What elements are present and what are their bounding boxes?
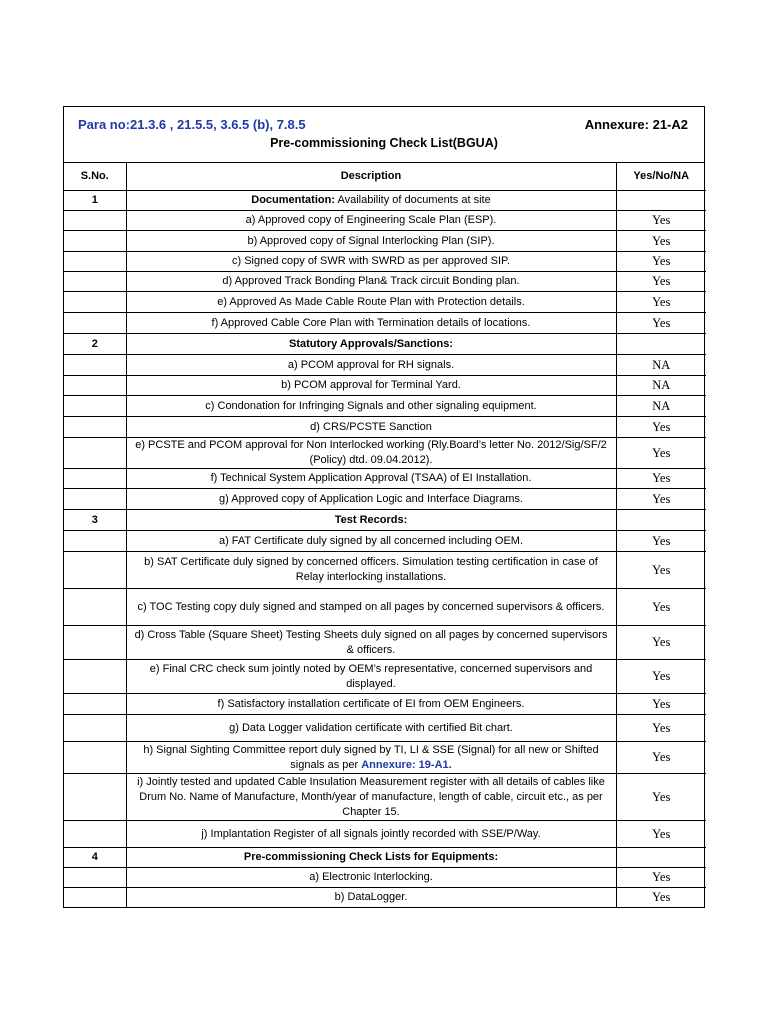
table-row bbox=[64, 469, 706, 489]
item-sno-cell bbox=[64, 438, 126, 469]
column-header-answer: Yes/No/NA bbox=[616, 163, 706, 191]
item-description-cell bbox=[126, 272, 616, 292]
item-description: b) PCOM approval for Terminal Yard. bbox=[281, 379, 461, 391]
item-description: c) TOC Testing copy duly signed and stamped on all pages by concerned supervisors & officers. bbox=[137, 600, 605, 613]
item-description-cell bbox=[126, 417, 616, 438]
table-row bbox=[64, 252, 706, 272]
table-row bbox=[64, 742, 706, 774]
item-description-cell bbox=[126, 252, 616, 272]
item-answer: Yes bbox=[616, 868, 706, 888]
item-description: b) Approved copy of Signal Interlocking Plan (SIP). bbox=[247, 234, 495, 247]
item-sno-cell bbox=[64, 694, 126, 715]
item-answer: NA bbox=[616, 376, 706, 396]
table-row bbox=[64, 438, 706, 469]
table-row bbox=[64, 888, 706, 907]
section-title: Pre-commissioning Check Lists for Equipments: bbox=[243, 851, 499, 863]
item-description-cell bbox=[126, 626, 616, 660]
item-sno-cell bbox=[64, 252, 126, 272]
item-sno-cell bbox=[64, 660, 126, 694]
table-row bbox=[64, 694, 706, 715]
item-answer: Yes bbox=[616, 469, 706, 489]
item-description: e) Approved As Made Cable Route Plan with Protection details. bbox=[217, 295, 525, 308]
item-sno-cell bbox=[64, 774, 126, 821]
table-row bbox=[64, 821, 706, 848]
item-description-cell bbox=[126, 774, 616, 821]
item-answer: Yes bbox=[616, 292, 706, 313]
section-answer-cell bbox=[616, 334, 706, 355]
item-description-cell bbox=[126, 715, 616, 742]
item-description-end: . bbox=[448, 758, 452, 771]
section-title: Statutory Approvals/Sanctions: bbox=[288, 337, 453, 350]
item-answer: Yes bbox=[616, 531, 706, 552]
item-sno-cell bbox=[64, 821, 126, 848]
checklist-table bbox=[64, 163, 706, 907]
annexure-link[interactable]: Annexure: 19-A1 bbox=[361, 758, 449, 771]
item-answer: Yes bbox=[616, 715, 706, 742]
table-row bbox=[64, 396, 706, 417]
table-header-row bbox=[64, 163, 706, 191]
item-sno-cell bbox=[64, 742, 126, 774]
item-description: f) Satisfactory installation certificate of EI from OEM Engineers. bbox=[217, 697, 525, 710]
table-row bbox=[64, 272, 706, 292]
item-answer: Yes bbox=[616, 589, 706, 626]
section-number: 3 bbox=[64, 510, 126, 531]
item-description: a) Approved copy of Engineering Scale Plan (ESP). bbox=[245, 214, 497, 226]
item-description-cell bbox=[126, 694, 616, 715]
section-answer-cell bbox=[616, 510, 706, 531]
item-description-cell bbox=[126, 292, 616, 313]
section-title: Documentation: bbox=[251, 194, 335, 206]
annexure-reference: Annexure: 21-A2 bbox=[584, 117, 688, 132]
table-row bbox=[64, 211, 706, 231]
item-description-cell bbox=[126, 888, 616, 907]
document-title: Pre-commissioning Check List(BGUA) bbox=[270, 136, 498, 150]
table-row bbox=[64, 376, 706, 396]
para-reference: Para no:21.3.6 , 21.5.5, 3.6.5 (b), 7.8.5 bbox=[78, 117, 306, 132]
item-answer: Yes bbox=[616, 552, 706, 589]
item-description-cell bbox=[126, 469, 616, 489]
item-answer: NA bbox=[616, 396, 706, 417]
item-description-cell bbox=[126, 552, 616, 589]
table-row bbox=[64, 715, 706, 742]
item-description-cell bbox=[126, 396, 616, 417]
item-sno-cell bbox=[64, 469, 126, 489]
item-description: j) Implantation Register of all signals jointly recorded with SSE/P/Way. bbox=[201, 827, 541, 840]
item-answer: NA bbox=[616, 355, 706, 376]
checklist-sheet bbox=[63, 106, 705, 908]
item-answer: Yes bbox=[616, 660, 706, 694]
item-answer: Yes bbox=[616, 231, 706, 252]
table-row bbox=[64, 589, 706, 626]
item-sno-cell bbox=[64, 715, 126, 742]
item-description-cell bbox=[126, 660, 616, 694]
section-title: Test Records: bbox=[334, 513, 408, 526]
item-sno-cell bbox=[64, 626, 126, 660]
item-description: e) PCSTE and PCOM approval for Non Interlocked working (Rly.Board’s letter No. 2012/Sig/SF/2 (Policy) dtd. 09.04.2012). bbox=[135, 439, 607, 466]
item-answer: Yes bbox=[616, 313, 706, 334]
item-description: b) SAT Certificate duly signed by concerned officers. Simulation testing certification in case of Relay interlocking installations. bbox=[144, 556, 598, 583]
item-answer: Yes bbox=[616, 438, 706, 469]
item-description: d) Cross Table (Square Sheet) Testing Sheets duly signed on all pages by concerned supervisors & officers. bbox=[134, 628, 608, 656]
section-number: 4 bbox=[64, 848, 126, 868]
section-title-rest: Availability of documents at site bbox=[335, 194, 491, 206]
item-description: a) Electronic Interlocking. bbox=[309, 871, 433, 883]
table-row bbox=[64, 489, 706, 510]
table-row bbox=[64, 313, 706, 334]
section-row bbox=[64, 510, 706, 531]
item-sno-cell bbox=[64, 531, 126, 552]
item-description-cell bbox=[126, 376, 616, 396]
item-description-cell bbox=[126, 231, 616, 252]
section-title-cell bbox=[126, 510, 616, 531]
item-description: g) Approved copy of Application Logic and Interface Diagrams. bbox=[219, 492, 523, 505]
table-row bbox=[64, 355, 706, 376]
section-title-cell bbox=[126, 848, 616, 868]
item-description: b) DataLogger. bbox=[334, 890, 408, 903]
table-row bbox=[64, 626, 706, 660]
item-description: c) Condonation for Infringing Signals and other signaling equipment. bbox=[205, 399, 537, 412]
item-sno-cell bbox=[64, 888, 126, 907]
item-sno-cell bbox=[64, 868, 126, 888]
item-answer: Yes bbox=[616, 888, 706, 907]
item-answer: Yes bbox=[616, 821, 706, 848]
table-row bbox=[64, 417, 706, 438]
item-sno-cell bbox=[64, 292, 126, 313]
section-title-cell bbox=[126, 191, 616, 211]
section-answer-cell bbox=[616, 848, 706, 868]
table-row bbox=[64, 552, 706, 589]
item-description-cell bbox=[126, 211, 616, 231]
item-description: g) Data Logger validation certificate with certified Bit chart. bbox=[229, 721, 513, 734]
item-answer: Yes bbox=[616, 489, 706, 510]
item-description: a) PCOM approval for RH signals. bbox=[287, 358, 455, 371]
section-row bbox=[64, 334, 706, 355]
table-row bbox=[64, 660, 706, 694]
item-sno-cell bbox=[64, 417, 126, 438]
item-description-cell bbox=[126, 531, 616, 552]
column-header-description: Description bbox=[126, 163, 616, 191]
item-answer: Yes bbox=[616, 417, 706, 438]
item-description-cell bbox=[126, 489, 616, 510]
section-row bbox=[64, 848, 706, 868]
item-description-cell bbox=[126, 355, 616, 376]
item-description: i) Jointly tested and updated Cable Insulation Measurement register with all details of cables like Drum No. Name of Manufacture, Month/year of manufacture, length of cable, circuit etc., as per Chapter 15. bbox=[137, 775, 605, 818]
table-row bbox=[64, 531, 706, 552]
item-sno-cell bbox=[64, 552, 126, 589]
item-sno-cell bbox=[64, 313, 126, 334]
item-answer: Yes bbox=[616, 694, 706, 715]
item-answer: Yes bbox=[616, 211, 706, 231]
item-description: a) FAT Certificate duly signed by all concerned including OEM. bbox=[218, 534, 524, 547]
table-row bbox=[64, 774, 706, 821]
item-sno-cell bbox=[64, 589, 126, 626]
item-answer: Yes bbox=[616, 252, 706, 272]
table-row bbox=[64, 868, 706, 888]
section-row bbox=[64, 191, 706, 211]
item-description: h) Signal Sighting Committee report duly signed by TI, LI & SSE (Signal) for all new or Shifted signals as per bbox=[143, 743, 599, 771]
item-description-cell bbox=[126, 589, 616, 626]
item-description-cell bbox=[126, 313, 616, 334]
item-sno-cell bbox=[64, 355, 126, 376]
item-description-cell bbox=[126, 868, 616, 888]
item-description: d) Approved Track Bonding Plan& Track circuit Bonding plan. bbox=[222, 275, 520, 287]
item-description-cell bbox=[126, 438, 616, 469]
item-sno-cell bbox=[64, 376, 126, 396]
section-number: 2 bbox=[64, 334, 126, 355]
item-description: f) Approved Cable Core Plan with Termination details of locations. bbox=[211, 316, 531, 329]
section-number: 1 bbox=[64, 191, 126, 211]
item-sno-cell bbox=[64, 489, 126, 510]
section-title-cell bbox=[126, 334, 616, 355]
item-description-cell bbox=[126, 821, 616, 848]
table-row bbox=[64, 292, 706, 313]
item-sno-cell bbox=[64, 272, 126, 292]
item-answer: Yes bbox=[616, 272, 706, 292]
item-sno-cell bbox=[64, 231, 126, 252]
document-header bbox=[64, 107, 704, 163]
column-header-sno: S.No. bbox=[64, 163, 126, 191]
section-answer-cell bbox=[616, 191, 706, 211]
item-description: c) Signed copy of SWR with SWRD as per approved SIP. bbox=[232, 255, 510, 267]
item-description: d) CRS/PCSTE Sanction bbox=[310, 420, 432, 433]
item-answer: Yes bbox=[616, 774, 706, 821]
item-description: f) Technical System Application Approval (TSAA) of EI Installation. bbox=[210, 472, 532, 484]
table-row bbox=[64, 231, 706, 252]
item-sno-cell bbox=[64, 396, 126, 417]
item-sno-cell bbox=[64, 211, 126, 231]
item-description: e) Final CRC check sum jointly noted by OEM’s representative, concerned supervisors and displayed. bbox=[149, 662, 593, 690]
item-answer: Yes bbox=[616, 626, 706, 660]
item-answer: Yes bbox=[616, 742, 706, 774]
item-description-cell bbox=[126, 742, 616, 774]
